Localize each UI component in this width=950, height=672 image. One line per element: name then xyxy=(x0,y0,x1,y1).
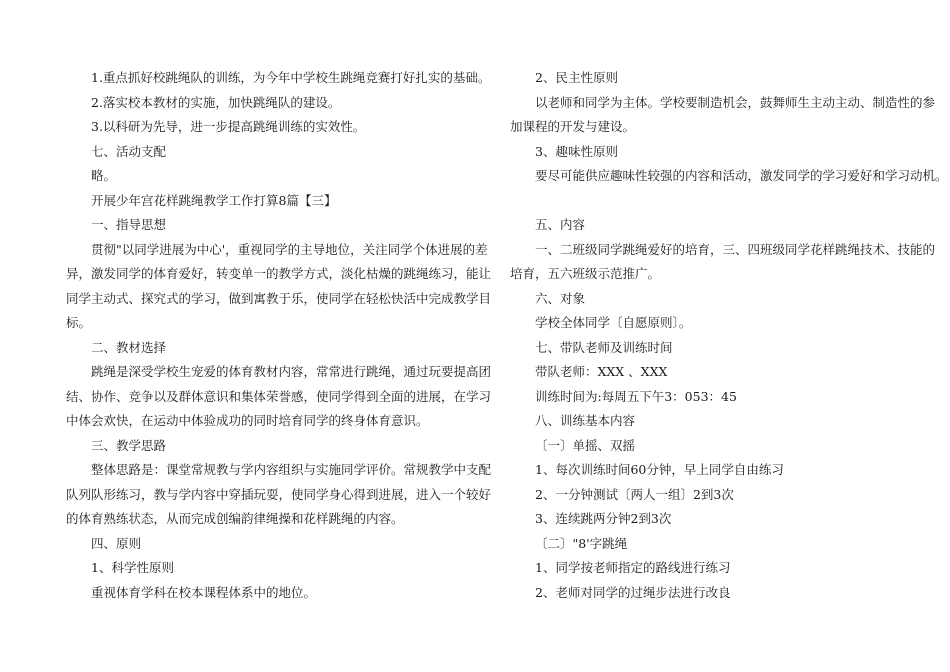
paragraph-line: 二、教材选择 xyxy=(91,339,167,355)
right-column xyxy=(510,66,948,605)
paragraph-line: 培育，五六班级示范推广。 xyxy=(510,266,661,281)
paragraph-line: 跳绳是深受学校生宠爱的体育教材内容，常常进行跳绳，通过玩要提高团 xyxy=(91,364,492,379)
paragraph-line: 3、趣味性原则 xyxy=(535,143,618,159)
paragraph-line: 四、原则 xyxy=(91,535,142,551)
paragraph-line: 异，激发同学的体育爱好，转变单一的教学方式，淡化枯燥的跳绳练习，能让 xyxy=(66,266,492,281)
paragraph-line: 训练时间为:每周五下午3：053：45 xyxy=(535,388,737,404)
paragraph-line: 三、教学思路 xyxy=(91,437,167,453)
paragraph-line: 加课程的开发与建设。 xyxy=(510,119,636,134)
paragraph-line: 重视体育学科在校本课程体系中的地位。 xyxy=(91,584,317,600)
paragraph-line: 队列队形练习，教与学内容中穿插玩耍，使同学身心得到进展，进入一个较好 xyxy=(66,486,492,502)
paragraph-line: 2、老师对同学的过绳步法进行改良 xyxy=(535,584,731,600)
paragraph-line: 同学主动式、探究式的学习，做到寓教于乐，使同学在轻松快活中完成教学目 xyxy=(66,290,492,306)
paragraph-line: 1.重点抓好校跳绳队的训练，为今年中学校生跳绳竞赛打好扎实的基础。 xyxy=(91,70,491,85)
paragraph-line: 一、指导思想 xyxy=(91,217,167,232)
paragraph-line: 3、连续跳两分钟2到3次 xyxy=(535,511,672,526)
paragraph-line: 七、带队老师及训练时间 xyxy=(535,339,673,355)
paragraph-line: 五、内容 xyxy=(535,217,586,232)
paragraph-line: 结、协作、竞争以及群体意识和集体荣誉感，使同学得到全面的进展，在学习 xyxy=(66,388,492,404)
left-column xyxy=(66,66,492,605)
paragraph-line: 中体会欢快，在运动中体验成功的同时培育同学的终身体育意识。 xyxy=(66,413,429,428)
paragraph-line: 〔一〕单摇、双摇 xyxy=(535,437,636,453)
paragraph-line: 八、训练基本内容 xyxy=(535,413,636,428)
paragraph-line: 略。 xyxy=(91,168,117,183)
paragraph-line: 整体思路是：课堂常规教与学内容组织与实施同学评价。常规教学中支配 xyxy=(91,462,492,477)
paragraph-line: 〔二〕"8'字跳绳 xyxy=(535,535,628,551)
paragraph-line: 以老师和同学为主体。学校要制造机会，鼓舞师生主动主动、制造性的参 xyxy=(535,94,936,110)
paragraph-line: 带队老师：XXX 、XXX xyxy=(535,364,668,379)
paragraph-line: 的体育熟练状态，从而完成创编韵律绳操和花样跳绳的内容。 xyxy=(66,511,404,526)
paragraph-line: 贯彻"以同学进展为中心'，重视同学的主导地位，关注同学个体进展的差 xyxy=(91,241,488,257)
paragraph-line: 标。 xyxy=(66,315,92,330)
paragraph-line: 1、每次训练时间60分钟，早上同学自由练习 xyxy=(535,462,784,477)
paragraph-line: 开展少年宫花样跳绳教学工作打算8篇【三】 xyxy=(91,192,337,208)
paragraph-line: 2、一分钟测试〔两人一组〕2到3次 xyxy=(535,486,734,502)
paragraph-line: 3.以科研为先导，进一步提高跳绳训练的实效性。 xyxy=(91,119,366,134)
paragraph-line: 2.落实校本教材的实施，加快跳绳队的建设。 xyxy=(91,94,341,110)
paragraph-line: 六、对象 xyxy=(535,290,586,306)
paragraph-line: 1、同学按老师指定的路线进行练习 xyxy=(535,560,731,575)
paragraph-line: 1、科学性原则 xyxy=(91,560,174,575)
paragraph-line: 一、二班级同学跳绳爱好的培育，三、四班级同学花样跳绳技术、技能的 xyxy=(535,241,936,257)
paragraph-line: 2、民主性原则 xyxy=(535,70,618,85)
paragraph-line: 七、活动支配 xyxy=(91,143,167,159)
paragraph-line xyxy=(510,189,886,214)
paragraph-line: 学校全体同学〔自愿原则〕。 xyxy=(535,315,692,330)
paragraph-line: 要尽可能供应趣味性较强的内容和活动，激发同学的学习爱好和学习动机。 xyxy=(535,168,948,183)
